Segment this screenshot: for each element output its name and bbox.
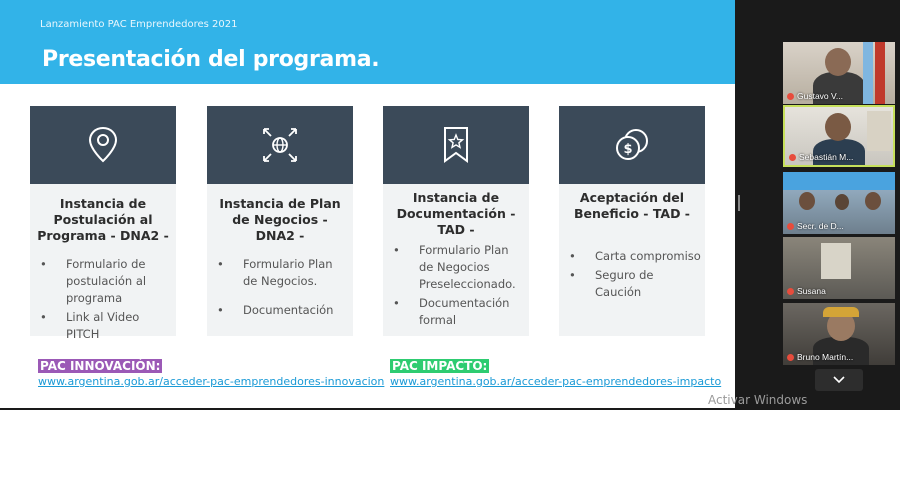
- participant-tile[interactable]: [783, 42, 895, 104]
- participant-name: Susana: [787, 286, 826, 296]
- participant-tile-active[interactable]: [783, 105, 895, 167]
- pac-impacto-label: PAC IMPACTO:: [392, 359, 488, 373]
- coins-dollar-icon: [614, 127, 650, 163]
- participant-tile[interactable]: [783, 237, 895, 299]
- flag: [863, 42, 873, 104]
- svg-text:$: $: [623, 142, 633, 157]
- list-item: • Formulario de postulación al programa: [40, 256, 172, 307]
- participant-name: Bruno Martín...: [787, 352, 853, 362]
- participant-name: Sebastián M...: [789, 152, 853, 162]
- list-item: • Documentación: [217, 302, 349, 319]
- list-item: • Documentación formal: [393, 295, 525, 329]
- slide-subtitle: Lanzamiento PAC Emprendedores 2021: [40, 19, 238, 30]
- card-header: [383, 106, 529, 184]
- list-item: • Formulario Plan de Negocios.: [217, 256, 349, 290]
- video-face: [865, 192, 881, 210]
- video-face: [835, 194, 849, 210]
- window-light: [821, 243, 851, 279]
- mic-muted-icon: [789, 154, 796, 161]
- bookmark-star-icon: [442, 126, 470, 164]
- card-list: [217, 256, 349, 321]
- card-plan-negocios: [207, 106, 353, 336]
- participant-tile[interactable]: [783, 303, 895, 365]
- resize-handle[interactable]: [738, 195, 740, 211]
- scroll-down-button[interactable]: [815, 369, 863, 391]
- cap: [823, 307, 859, 317]
- globe-arrows-icon: [261, 126, 299, 164]
- slide-title: Presentación del programa.: [42, 47, 380, 72]
- list-item: • Carta compromiso: [569, 248, 701, 265]
- pac-impacto-link[interactable]: www.argentina.gob.ar/acceder-pac-emprendedores-impacto: [390, 375, 722, 388]
- video-face: [825, 48, 851, 76]
- slide-header: [0, 0, 735, 84]
- pac-innovacion-label: PAC INNOVACIÓN:: [40, 359, 161, 373]
- list-item: • Link al Video PITCH: [40, 309, 172, 343]
- card-header: [30, 106, 176, 184]
- card-title: Aceptación del Beneficio - TAD -: [574, 190, 690, 221]
- chevron-down-icon: [833, 376, 845, 384]
- mic-muted-icon: [787, 288, 794, 295]
- flag: [875, 42, 885, 104]
- list-item: • Seguro de Caución: [569, 267, 701, 301]
- card-title: Instancia de Documentación - TAD -: [396, 190, 516, 237]
- card-list: [569, 248, 701, 303]
- video-face: [825, 113, 851, 141]
- card-documentacion: [383, 106, 529, 336]
- mic-muted-icon: [787, 354, 794, 361]
- video-face: [799, 192, 815, 210]
- card-postulacion: [30, 106, 176, 341]
- mic-muted-icon: [787, 93, 794, 100]
- card-list: [40, 256, 172, 345]
- card-list: [393, 242, 525, 331]
- card-title: Instancia de Plan de Negocios - DNA2 -: [219, 196, 341, 243]
- mic-muted-icon: [787, 223, 794, 230]
- pac-innovacion-link[interactable]: www.argentina.gob.ar/acceder-pac-emprendedores-innovacion: [38, 375, 385, 388]
- card-header: [559, 106, 705, 184]
- card-header: [207, 106, 353, 184]
- participant-name: Secr. de D...: [787, 221, 844, 231]
- participant-name: Gustavo V...: [787, 91, 843, 101]
- list-item: • Formulario Plan de Negocios Preseleccionado.: [393, 242, 525, 293]
- participant-tile[interactable]: [783, 172, 895, 234]
- card-aceptacion: [559, 106, 705, 336]
- bookshelf: [867, 111, 891, 151]
- card-title: Instancia de Postulación al Programa - DNA2 -: [37, 196, 169, 243]
- location-pin-icon: [88, 126, 118, 164]
- banner: [783, 172, 895, 190]
- activate-windows-watermark: Activar Windows: [708, 393, 808, 407]
